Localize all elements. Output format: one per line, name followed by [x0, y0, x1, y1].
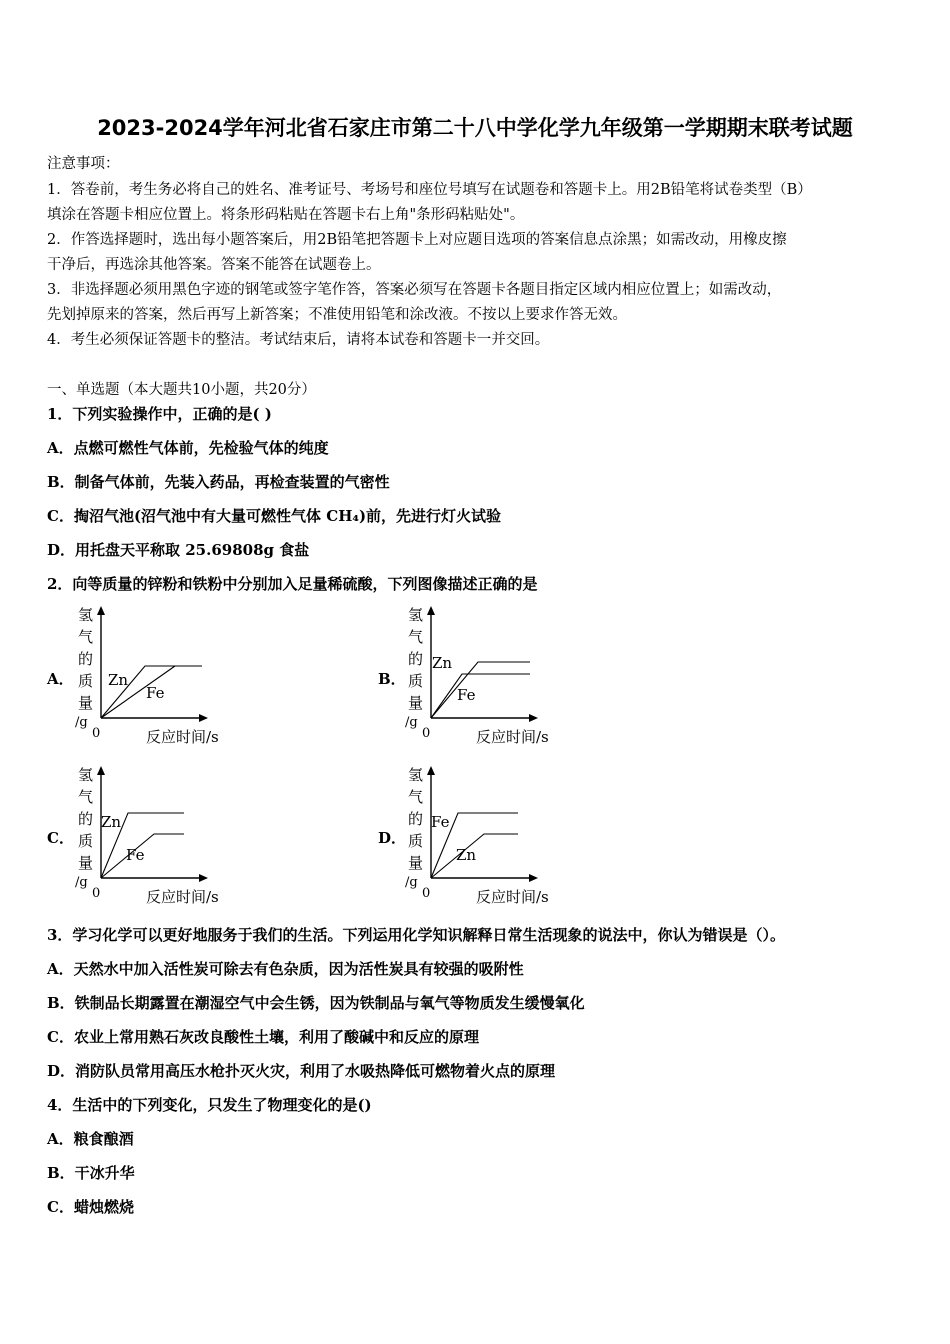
question-3-option-d[interactable]: D．消防队员常用高压水枪扑灭火灾，利用了水吸热降低可燃物着火点的原理 — [47, 1062, 556, 1080]
origin-label: 0 — [92, 886, 101, 901]
x-axis-label: 反应时间/s — [476, 728, 549, 746]
y-label-char: 氢 — [78, 606, 94, 624]
question-2-option-c[interactable]: C． — [47, 829, 74, 847]
y-label-char: 的 — [408, 810, 424, 828]
line-fe — [431, 674, 530, 718]
notice-line: 3．非选择题必须用黑色字迹的钢笔或签字笔作答，答案必须写在答题卡各题目指定区域内相应位置上；如需改动， — [47, 282, 782, 298]
y-label-char: 质 — [408, 672, 424, 690]
graph-d — [400, 760, 570, 910]
question-1-option-d[interactable]: D．用托盘天平称取 25.69808g 食盐 — [47, 541, 310, 559]
notice-line: 4．考生必须保证答题卡的整洁。考试结束后，请将本试卷和答题卡一并交回。 — [47, 332, 550, 348]
y-label-char: 气 — [78, 628, 94, 646]
y-label-char: 质 — [78, 672, 94, 690]
question-2-stem: 2．向等质量的锌粉和铁粉中分别加入足量稀硫酸，下列图像描述正确的是 — [47, 575, 538, 593]
y-label-char: 气 — [78, 788, 94, 806]
y-label-char: 量 — [408, 694, 424, 712]
notice-line: 填涂在答题卡相应位置上。将条形码粘贴在答题卡右上角"条形码粘贴处"。 — [47, 207, 525, 223]
question-4-option-b[interactable]: B．干冰升华 — [47, 1164, 135, 1182]
notice-line: 干净后，再选涂其他答案。答案不能答在试题卷上。 — [47, 257, 381, 273]
x-axis-label: 反应时间/s — [476, 888, 549, 906]
y-label-char: 氢 — [78, 766, 94, 784]
curve-label: Zn — [456, 846, 477, 864]
graph-b — [400, 600, 570, 750]
question-2-option-b[interactable]: B． — [378, 670, 406, 688]
y-label-char: 质 — [78, 832, 94, 850]
question-4-stem: 4．生活中的下列变化，只发生了物理变化的是() — [47, 1096, 372, 1114]
question-3-option-a[interactable]: A．天然水中加入活性炭可除去有色杂质，因为活性炭具有较强的吸附性 — [47, 960, 524, 978]
y-label-char: 的 — [408, 650, 424, 668]
question-3-option-c[interactable]: C．农业上常用熟石灰改良酸性土壤，利用了酸碱中和反应的原理 — [47, 1028, 479, 1046]
y-label-char: 量 — [78, 694, 94, 712]
graph-a — [70, 600, 240, 750]
y-label-char: 氢 — [408, 606, 424, 624]
y-label-char: 的 — [78, 650, 94, 668]
x-axis-label: 反应时间/s — [146, 728, 219, 746]
y-unit: /g — [405, 715, 418, 730]
y-label-char: 氢 — [408, 766, 424, 784]
question-4-option-c[interactable]: C．蜡烛燃烧 — [47, 1198, 134, 1216]
y-unit: /g — [405, 875, 418, 890]
page-title: 2023-2024学年河北省石家庄市第二十八中学化学九年级第一学期期末联考试题 — [97, 116, 853, 140]
y-unit: /g — [75, 715, 88, 730]
y-label-char: 的 — [78, 810, 94, 828]
curve-label: Fe — [457, 686, 476, 704]
notice-line: 2．作答选择题时，选出每小题答案后，用2B铅笔把答题卡上对应题目选项的答案信息点涂黑；如需改动，用橡皮擦 — [47, 232, 787, 248]
y-label-char: 气 — [408, 628, 424, 646]
question-3-stem: 3．学习化学可以更好地服务于我们的生活。下列运用化学知识解释日常生活现象的说法中，你认为错误是（）。 — [47, 926, 785, 944]
origin-label: 0 — [92, 726, 101, 741]
curve-label: Fe — [146, 684, 165, 702]
origin-label: 0 — [422, 886, 431, 901]
question-1-option-b[interactable]: B．制备气体前，先装入药品，再检查装置的气密性 — [47, 473, 390, 491]
question-2-option-d[interactable]: D． — [378, 829, 407, 847]
notice-line: 先划掉原来的答案，然后再写上新答案；不准使用铅笔和涂改液。不按以上要求作答无效。 — [47, 307, 627, 323]
question-2-option-a[interactable]: A． — [47, 670, 74, 688]
y-label-char: 质 — [408, 832, 424, 850]
section-heading: 一、单选题（本大题共10小题，共20分） — [47, 382, 316, 398]
y-unit: /g — [75, 875, 88, 890]
curve-label: Zn — [108, 671, 129, 689]
question-4-option-a[interactable]: A．粮食酿酒 — [47, 1130, 134, 1148]
question-1-stem: 1．下列实验操作中，正确的是( ) — [47, 405, 272, 423]
question-3-option-b[interactable]: B．铁制品长期露置在潮湿空气中会生锈，因为铁制品与氧气等物质发生缓慢氧化 — [47, 994, 585, 1012]
graph-c — [70, 760, 240, 910]
curve-label: Fe — [431, 813, 450, 831]
x-axis-label: 反应时间/s — [146, 888, 219, 906]
y-label-char: 量 — [408, 854, 424, 872]
notice-heading: 注意事项： — [47, 156, 120, 172]
curve-label: Zn — [432, 654, 453, 672]
y-label-char: 量 — [78, 854, 94, 872]
curve-label: Zn — [101, 813, 122, 831]
y-label-char: 气 — [408, 788, 424, 806]
question-1-option-a[interactable]: A．点燃可燃性气体前，先检验气体的纯度 — [47, 439, 329, 457]
question-1-option-c[interactable]: C．掏沼气池(沼气池中有大量可燃性气体 CH₄)前，先进行灯火试验 — [47, 507, 502, 525]
origin-label: 0 — [422, 726, 431, 741]
curve-label: Fe — [126, 846, 145, 864]
notice-line: 1．答卷前，考生务必将自己的姓名、准考证号、考场号和座位号填写在试题卷和答题卡上。用2B铅笔将试卷类型（B） — [47, 182, 812, 198]
